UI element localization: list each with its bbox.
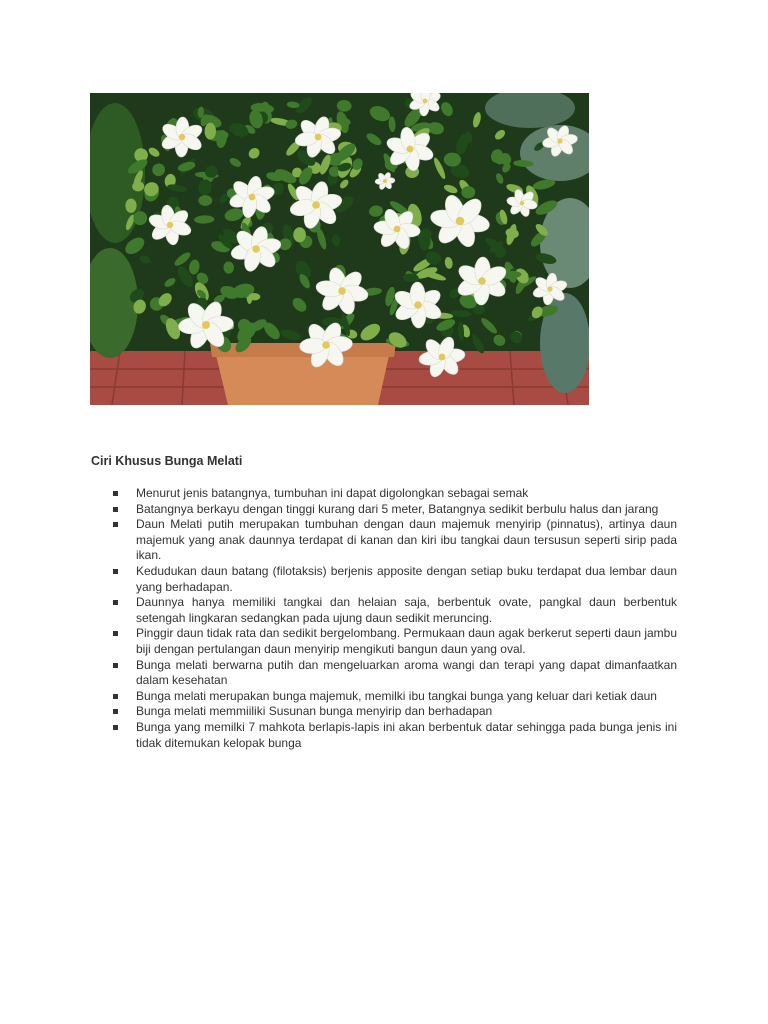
list-item-text: Bunga melati merupakan bunga majemuk, memilki ibu tangkai bunga yang keluar dari ketiak daun xyxy=(136,688,657,703)
list-item-text: Bunga melati berwarna putih dan mengeluarkan aroma wangi dan terapi yang dapat dimanfaatkan dalam kesehatan xyxy=(136,657,677,688)
list-item xyxy=(113,626,677,657)
list-item-text: Pinggir daun tidak rata dan sedikit bergelombang. Permukaan daun agak berkerut seperti daun jambu biji dengan pertulangan daun menyirip mengikuti bangun daun yang oval. xyxy=(136,626,678,656)
square-bullet-icon xyxy=(113,569,118,574)
list-item-text: Daun Melati putih merupakan tumbuhan dengan daun majemuk menyirip (pinnatus), artinya daun majemuk yang anak daunnya terdapat di kanan dan kiri ibu tangkai daun tersusun seperti sirip pada ikan. xyxy=(136,517,677,563)
list-item-text: Kedudukan daun batang (filotaksis) berjenis apposite dengan setiap buku terdapat dua lembar daun yang berhadapan. xyxy=(136,563,677,594)
list-item xyxy=(113,486,677,502)
square-bullet-icon xyxy=(113,600,118,605)
square-bullet-icon xyxy=(113,507,118,512)
square-bullet-icon xyxy=(113,663,118,668)
square-bullet-icon xyxy=(113,694,118,699)
square-bullet-icon xyxy=(113,522,118,527)
square-bullet-icon xyxy=(113,491,118,496)
list-item-text: Batangnya berkayu dengan tinggi kurang dari 5 meter, Batangnya sedikit berbulu halus dan jarang xyxy=(136,501,659,516)
list-item xyxy=(113,720,677,751)
square-bullet-icon xyxy=(113,709,118,714)
list-item-text: Bunga melati memmiiliki Susunan bunga menyirip dan berhadapan xyxy=(136,704,493,719)
feature-list xyxy=(113,486,677,751)
list-item-text: Daunnya hanya memiliki tangkai dan helaian saja, berbentuk ovate, pangkal daun berbentuk setengah lingkaran sedangkan pada ujung daun sedikit meruncing. xyxy=(136,595,677,625)
list-item-text: Bunga yang memilki 7 mahkota berlapis-lapis ini akan berbentuk datar sehingga pada bunga jenis ini tidak ditemukan kelopak bunga xyxy=(136,719,677,750)
list-item xyxy=(113,595,677,626)
square-bullet-icon xyxy=(113,725,118,730)
list-item xyxy=(113,564,677,595)
square-bullet-icon xyxy=(113,631,118,636)
leaf xyxy=(293,227,306,242)
jasmine-flower-photo xyxy=(90,93,589,405)
leaf xyxy=(248,293,260,300)
list-item xyxy=(113,658,677,689)
section-heading: Ciri Khusus Bunga Melati xyxy=(91,454,243,468)
jasmine-flower-illustration xyxy=(90,93,589,405)
list-item xyxy=(113,689,677,705)
list-item xyxy=(113,502,677,518)
list-item xyxy=(113,704,677,720)
list-item xyxy=(113,517,677,564)
terracotta-pot xyxy=(215,351,390,405)
list-item-text: Menurut jenis batangnya, tumbuhan ini dapat digolongkan sebagai semak xyxy=(136,486,529,500)
